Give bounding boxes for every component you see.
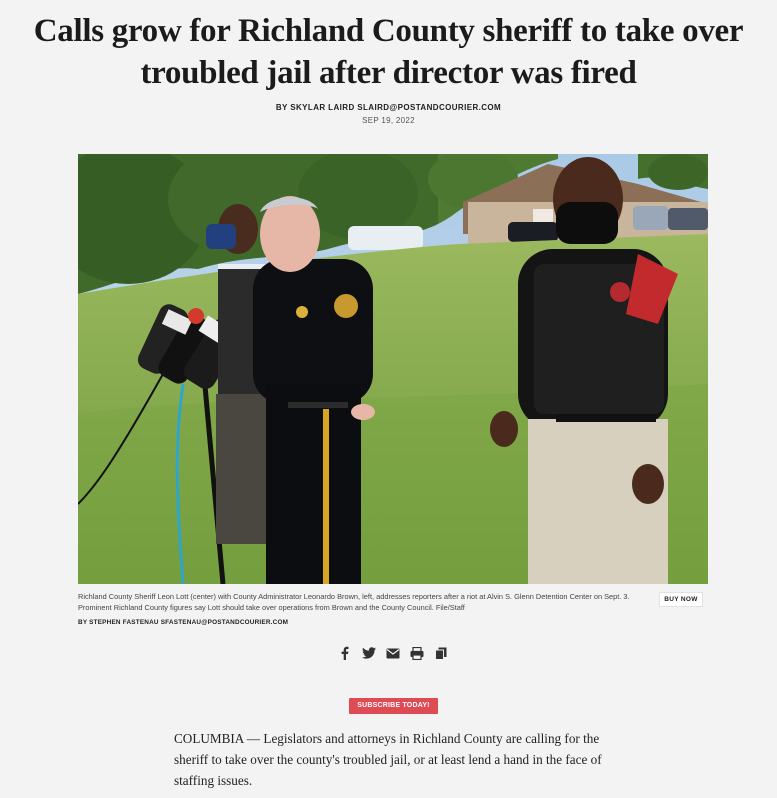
subscribe-button[interactable]: SUBSCRIBE TODAY! (349, 698, 438, 714)
facebook-icon[interactable] (336, 645, 353, 661)
copy-icon[interactable] (432, 645, 449, 661)
photo-credit: BY STEPHEN FASTENAU SFASTENAU@POSTANDCOURIER.COM (78, 619, 289, 626)
byline (0, 103, 777, 112)
share-toolbar (336, 645, 452, 661)
article-headline (0, 10, 777, 94)
photo-caption: Richland County Sheriff Leon Lott (center) with County Administrator Leonardo Brown, left, addresses reporters after a riot at Alvin S. Glenn Detention Center on Sept. 3. Prominent Richland County figures say Lott should take over operations from Brown and the County Council. File/Staff (78, 592, 630, 612)
lead-photo[interactable] (78, 154, 708, 584)
buy-now-button[interactable]: BUY NOW (659, 592, 703, 607)
print-icon[interactable] (408, 645, 425, 661)
byline-prefix: BY (275, 103, 288, 112)
headline-line-1: Calls grow for Richland County sheriff to take over (33, 13, 744, 49)
lead-photo-illustration (78, 154, 708, 584)
author-link[interactable]: SKYLAR LAIRD SLAIRD@POSTANDCOURIER.COM (290, 103, 502, 112)
publish-date: SEP 19, 2022 (362, 116, 415, 125)
headline-line-2: troubled jail after director was fired (140, 55, 637, 91)
email-icon[interactable] (384, 645, 401, 661)
twitter-icon[interactable] (360, 645, 377, 661)
article-paragraph: COLUMBIA — Legislators and attorneys in Richland County are calling for the sheriff to take over the county's troubled jail, or at least lend a hand in the face of staffing issues. (174, 731, 602, 788)
